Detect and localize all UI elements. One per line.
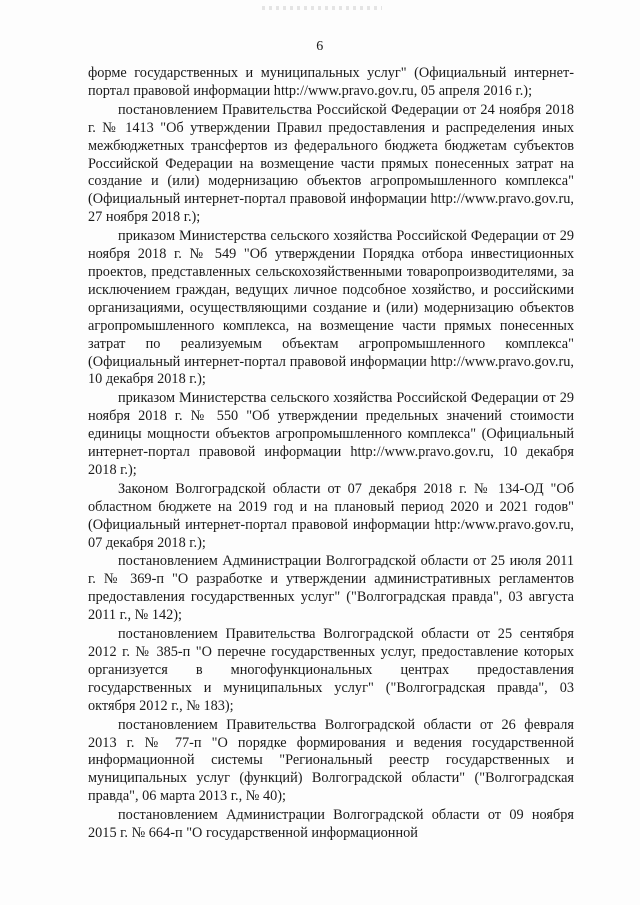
page-number: 6 (316, 39, 324, 54)
paragraph-1: форме государственных и муниципальных услуг" (Официальный интернет-портал правовой информации http://www.pravo.gov.ru, 05 апреля 2016 г.); (88, 65, 574, 99)
document-body (88, 65, 574, 843)
paragraph-3: приказом Министерства сельского хозяйства Российской Федерации от 29 ноября 2018 г. № 549 "Об утверждении Порядка отбора инвестиционных проектов, представленных сельскохозяйственными товаропроизводителями, за исключением граждан, ведущих личное подсобное хозяйство, и российскими организациями, осуществляющими создание и (или) модернизацию объектов агропромышленного комплекса, на возмещение части прямых понесенных затрат по реализуемым объектам агропромышленного комплекса" (Официальный интернет-портал правовой информации http://www.pravo.gov.ru, 10 декабря 2018 г.); (88, 228, 574, 388)
paragraph-2: постановлением Правительства Российской Федерации от 24 ноября 2018 г. № 1413 "Об утверждении Правил предоставления и распределения иных межбюджетных трансфертов из федерального бюджета бюджетам субъектов Российской Федерации на возмещение части прямых понесенных затрат на создание и (или) модернизацию объектов агропромышленного комплекса" (Официальный интернет-портал правовой информации http://www.pravo.gov.ru, 27 ноября 2018 г.); (88, 101, 574, 226)
paragraph-5: Законом Волгоградской области от 07 декабря 2018 г. № 134-ОД "Об областном бюджете на 2019 год и на плановый период 2020 и 2021 годов" (Официальный интернет-портал правовой информации http:/www.pravo.gov.ru, 07 декабря 2018 г.); (88, 480, 574, 551)
paragraph-6: постановлением Администрации Волгоградской области от 25 июля 2011 г. № 369-п "О разработке и утверждении административных регламентов предоставления государственных услуг" ("Волгоградская правда", 03 августа 2011 г., № 142); (88, 553, 574, 624)
paragraph-8: постановлением Правительства Волгоградской области от 26 февраля 2013 г. № 77-п "О порядке формирования и ведения государственной информационной системы "Региональный реестр государственных и муниципальных услуг (функций) Волгоградской области" ("Волгоградская правда", 06 марта 2013 г., № 40); (88, 716, 574, 805)
scan-artifact (262, 6, 382, 10)
paragraph-4: приказом Министерства сельского хозяйства Российской Федерации от 29 ноября 2018 г. № 550 "Об утверждении предельных значений стоимости единицы мощности объектов агропромышленного комплекса" (Официальный интернет-портал правовой информации http://www.pravo.gov.ru, 10 декабря 2018 г.); (88, 390, 574, 478)
paragraph-9: постановлением Администрации Волгоградской области от 09 ноября 2015 г. № 664-п "О государственной информационной (88, 807, 574, 842)
paragraph-7: постановлением Правительства Волгоградской области от 25 сентября 2012 г. № 385-п "О перечне государственных услуг, предоставление которых организуется в многофункциональных центрах предоставления государственных и муниципальных услуг" ("Волгоградская правда", 03 октября 2012 г., № 183); (88, 626, 574, 714)
